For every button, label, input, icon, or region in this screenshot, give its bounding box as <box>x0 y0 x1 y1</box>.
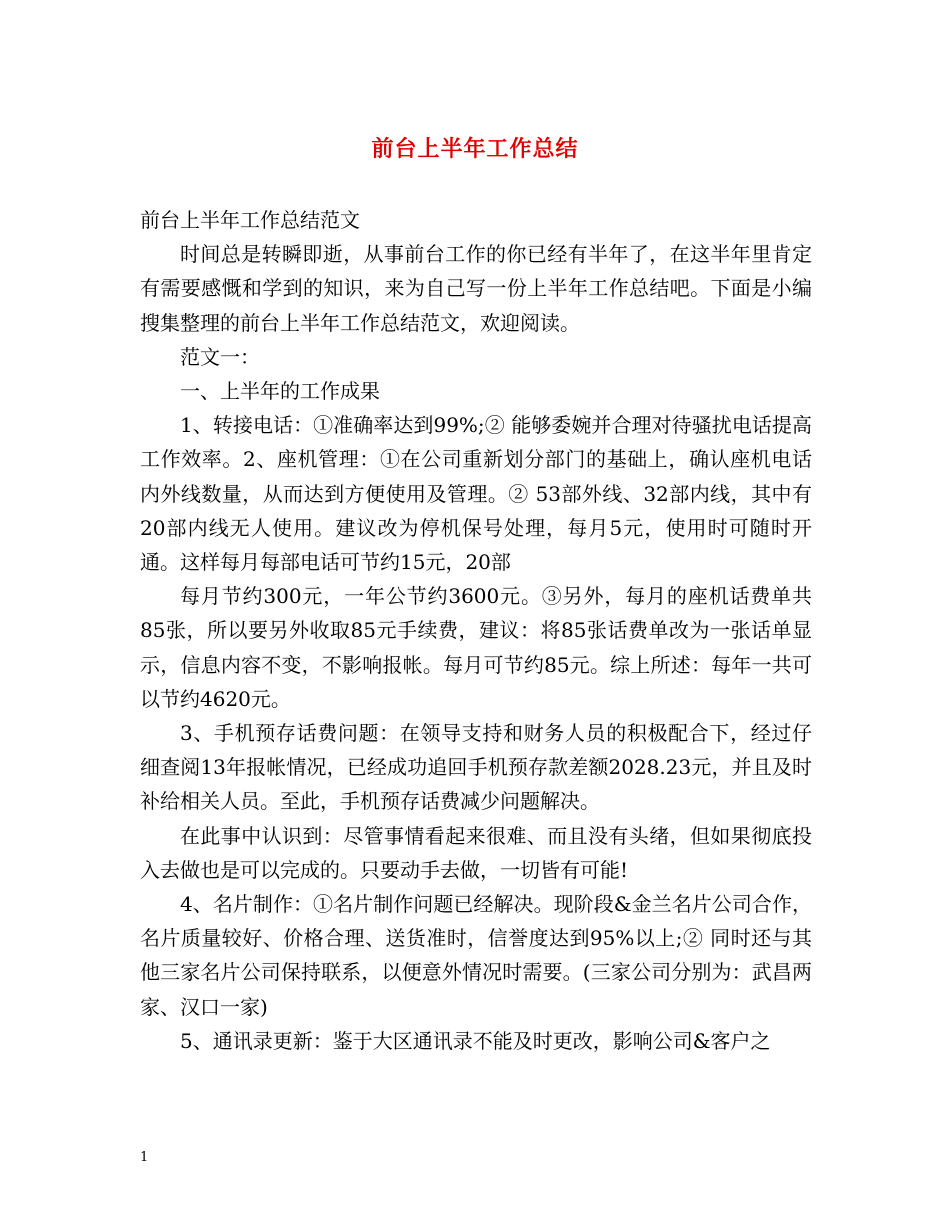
paragraph: 时间总是转瞬即逝，从事前台工作的你已经有半年了，在这半年里肯定有需要感慨和学到的知识，来为自己写一份上半年工作总结吧。下面是小编搜集整理的前台上半年工作总结范文，欢迎阅读。 <box>140 242 812 335</box>
paragraph: 每月节约300元，一年公节约3600元。③另外，每月的座机话费单共85张，所以要另外收取85元手续费，建议：将85张话费单改为一张话单显示，信息内容不变，不影响报帐。每月可节约85元。综上所述：每年一共可以节约4620元。 <box>140 584 812 711</box>
page-number: 1 <box>140 1150 149 1165</box>
paragraph: 在此事中认识到：尽管事情看起来很难、而且没有头绪，但如果彻底投入去做也是可以完成的。只要动手去做，一切皆有可能! <box>140 823 812 882</box>
paragraph: 4、名片制作：①名片制作问题已经解决。现阶段&金兰名片公司合作，名片质量较好、价格合理、送货准时，信誉度达到95%以上;② 同时还与其他三家名片公司保持联系，以便意外情况时需要。(三家公司分别为：武昌两家、汉口一家) <box>140 892 812 1019</box>
paragraph: 前台上半年工作总结范文 <box>140 208 360 232</box>
document-title: 前台上半年工作总结 <box>371 136 579 162</box>
paragraph: 5、通讯录更新：鉴于大区通讯录不能及时更改，影响公司&客户之 <box>180 1028 771 1053</box>
paragraph: 3、手机预存话费问题：在领导支持和财务人员的积极配合下，经过仔细查阅13年报帐情况，已经成功追回手机预存款差额2028.23元，并且及时补给相关人员。至此，手机预存话费减少问题解决。 <box>140 721 812 814</box>
document-body <box>140 203 812 1058</box>
paragraph: 范文一： <box>180 344 260 369</box>
paragraph: 1、转接电话：①准确率达到99%;② 能够委婉并合理对待骚扰电话提高工作效率。2、座机管理：①在公司重新划分部门的基础上，确认座机电话内外线数量，从而达到方便使用及管理。② 53部外线、32部内线，其中有20部内线无人使用。建议改为停机保号处理，每月5元，使用时可随时开通。这样每月每部电话可节约15元，20部 <box>140 413 812 575</box>
paragraph: 一、上半年的工作成果 <box>180 379 380 404</box>
